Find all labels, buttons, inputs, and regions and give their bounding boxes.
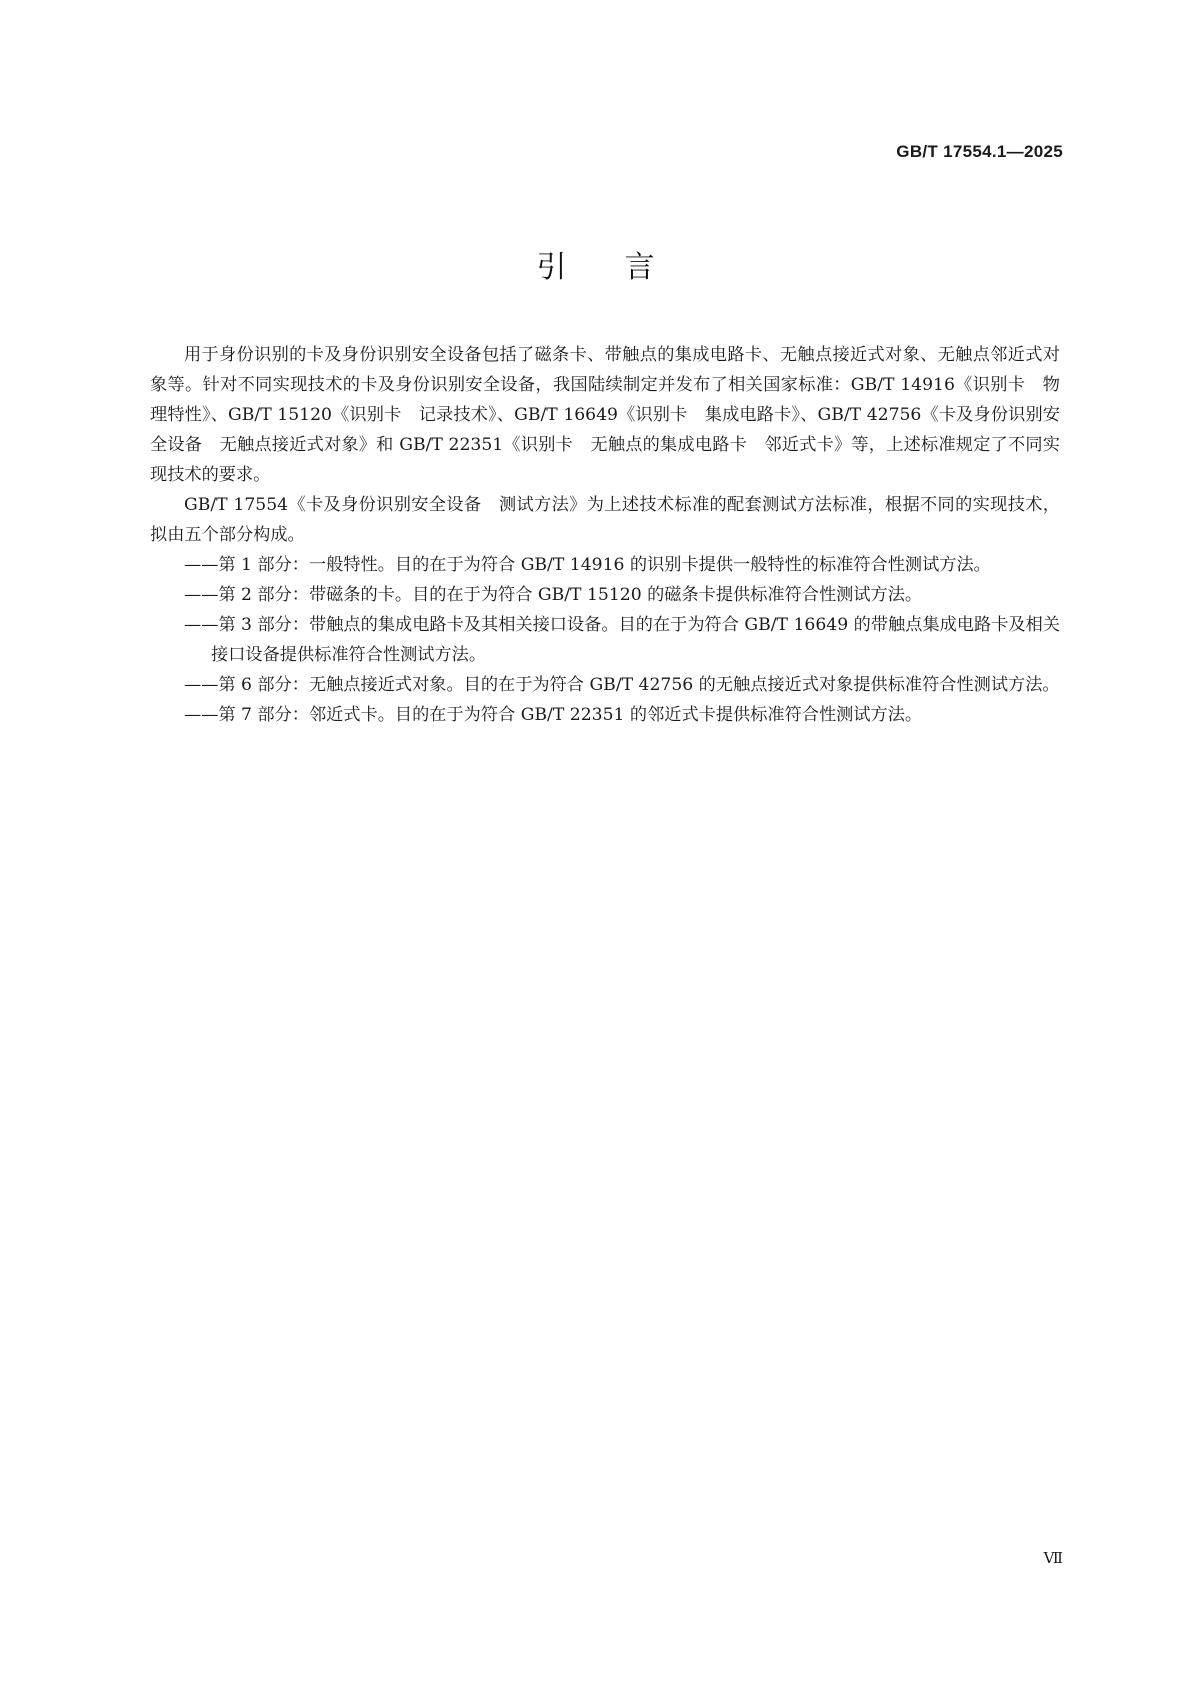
- list-item: ——第 6 部分：无触点接近式对象。目的在于为符合 GB/T 42756 的无触点接近式对象提供标准符合性测试方法。: [184, 675, 1060, 695]
- page-title: 引言: [536, 250, 713, 285]
- list-item: ——第 7 部分：邻近式卡。目的在于为符合 GB/T 22351 的邻近式卡提供标准符合性测试方法。: [184, 705, 923, 725]
- list-item: ——第 2 部分：带磁条的卡。目的在于为符合 GB/T 15120 的磁条卡提供标准符合性测试方法。: [184, 585, 923, 605]
- document-body: [150, 340, 1060, 730]
- list-item: ——第 1 部分：一般特性。目的在于为符合 GB/T 14916 的识别卡提供一般特性的标准符合性测试方法。: [184, 555, 991, 575]
- intro-paragraph: GB/T 17554《卡及身份识别安全设备 测试方法》为上述技术标准的配套测试方法标准，根据不同的实现技术，拟由五个部分构成。: [150, 495, 1060, 545]
- page-number: Ⅶ: [1043, 1549, 1063, 1567]
- parts-list: [150, 550, 1060, 730]
- standard-code: GB/T 17554.1—2025: [896, 142, 1063, 161]
- intro-paragraph: 用于身份识别的卡及身份识别安全设备包括了磁条卡、带触点的集成电路卡、无触点接近式对象、无触点邻近式对象等。针对不同实现技术的卡及身份识别安全设备，我国陆续制定并发布了相关国家标准：GB/T 14916《识别卡 物理特性》、GB/T 15120《识别卡 记录技术》、GB/T 16649《识别卡 集成电路卡》、GB/T 42756《卡及身份识别安全设备 无触点接近式对象》和 GB/T 22351《识别卡 无触点的集成电路卡 邻近式卡》等，上述标准规定了不同实现技术的要求。: [150, 345, 1060, 485]
- list-item: ——第 3 部分：带触点的集成电路卡及其相关接口设备。目的在于为符合 GB/T 16649 的带触点集成电路卡及相关接口设备提供标准符合性测试方法。: [184, 615, 1060, 665]
